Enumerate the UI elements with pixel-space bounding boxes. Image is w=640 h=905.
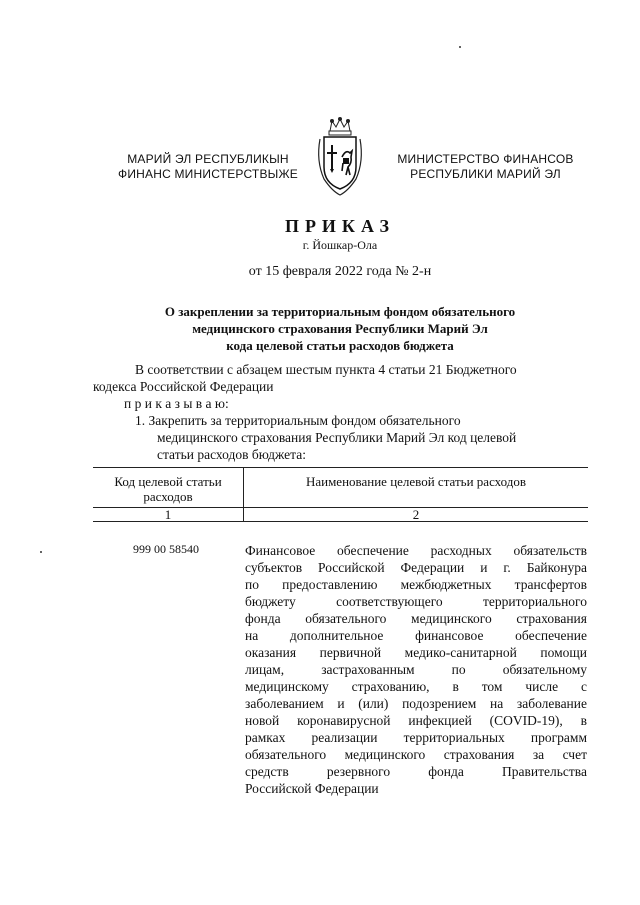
row-desc-line-9: медицинскому страхованию, в том числе с (245, 679, 587, 694)
subject-line-3: кода целевой статьи расходов бюджета (226, 338, 454, 353)
document-city: г. Йошкар-Ола (302, 238, 378, 252)
row-desc-line-7: оказания первичной медико-санитарной помощи (245, 645, 587, 660)
scan-speck (40, 551, 42, 553)
row-desc-line-3: по предоставлению межбюджетных трансфертов (245, 577, 587, 592)
subject-line-1: О закреплении за территориальным фондом обязательного (164, 304, 516, 319)
row-desc-line-14: средств резервного фонда Правительства (245, 764, 587, 779)
document-title: ПРИКАЗ (284, 216, 396, 236)
table-header-name (244, 474, 588, 489)
preamble-line-1: В соответствии с абзацем шестым пункта 4 статьи 21 Бюджетного (135, 362, 517, 377)
table-header-code (93, 474, 243, 504)
row-desc-line-11: новой коронавирусной инфекцией (COVID-19), в (245, 713, 587, 728)
row-desc-line-6: на дополнительное финансовое обеспечение (245, 628, 587, 643)
header-left-block (118, 152, 298, 182)
table-header-code-line-1: Код целевой статьи (114, 474, 222, 489)
row-desc-line-2: субъектов Российской Федерации и г. Байконура (245, 560, 587, 575)
row-desc-line-8: лицам, застрахованным по обязательному (245, 662, 587, 677)
preamble-line-2: кодекса Российской Федерации (93, 379, 274, 394)
header-left-line-2: ФИНАНС МИНИСТЕРСТВЫЖЕ (118, 167, 298, 181)
row-desc-line-4: бюджету соответствующего территориального (245, 594, 587, 609)
header-right-line-1: МИНИСТЕРСТВО ФИНАНСОВ (397, 152, 574, 166)
row-desc-line-12: рамках реализации территориальных программ (245, 730, 587, 745)
header-right-block (393, 152, 578, 182)
header-right-line-2: РЕСПУБЛИКИ МАРИЙ ЭЛ (410, 167, 561, 181)
row-desc-line-15: Российской Федерации (245, 781, 379, 796)
document-subject (120, 303, 560, 354)
table-row-code: 999 00 58540 (133, 542, 199, 556)
row-desc-line-13: обязательного медицинского страхования за счет (245, 747, 587, 762)
table-header-code-line-2: расходов (143, 489, 193, 504)
table-top-border (93, 467, 588, 468)
item1-line-1: 1. Закрепить за территориальным фондом обязательного (135, 413, 461, 428)
subject-line-2: медицинского страхования Республики Марий Эл (192, 321, 488, 336)
table-col-number-1: 1 (164, 507, 172, 522)
item1-line-3: статьи расходов бюджета: (157, 447, 306, 462)
scan-speck (459, 46, 461, 48)
table-row-description (245, 542, 587, 797)
document-date-number: от 15 февраля 2022 года № 2-н (248, 264, 432, 279)
row-desc-line-5: фонда обязательного медицинского страхования (245, 611, 587, 626)
item1-line-2: медицинского страхования Республики Марий Эл код целевой (157, 430, 517, 445)
row-desc-line-1: Финансовое обеспечение расходных обязательств (245, 543, 587, 558)
row-desc-line-10: заболеванием и (или) подозрением на заболевание (245, 696, 587, 711)
order-word: п р и к а з ы в а ю: (124, 396, 229, 411)
table-header-name-text: Наименование целевой статьи расходов (305, 474, 527, 489)
header-left-line-1: МАРИЙ ЭЛ РЕСПУБЛИКЫН (127, 152, 289, 166)
table-col-number-2: 2 (412, 507, 420, 522)
coat-of-arms-icon (310, 117, 370, 197)
